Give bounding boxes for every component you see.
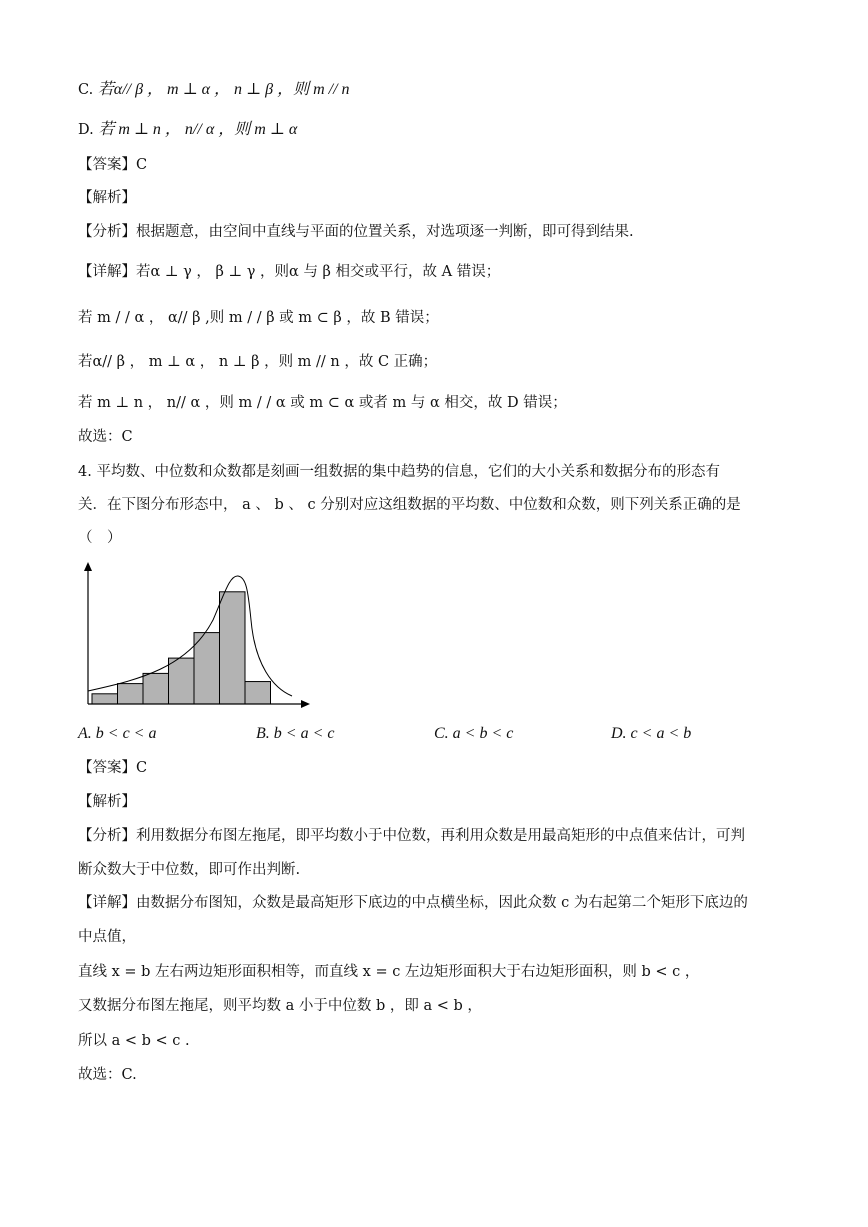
question-4-line-1: 4. 平均数、中位数和众数都是刻画一组数据的集中趋势的信息，它们的大小关系和数据分布的形态有	[78, 464, 720, 480]
option-d[interactable]: D. c < a < b	[611, 725, 692, 742]
analysis-summary-q4-1: 【分析】利用数据分布图左拖尾，即平均数小于中位数，再利用众数是用最高矩形的中点值来估计，可判	[78, 828, 745, 844]
detail-q4-line-4: 又数据分布图左拖尾，则平均数 a 小于中位数 b ，即 a < b ，	[78, 998, 482, 1014]
detail-q4-line-5: 所以 a < b < c .	[78, 1033, 190, 1049]
detail-q4-line-3: 直线 x = b 左右两边矩形面积相等，而直线 x = c 左边矩形面积大于右边矩形面积，则 b < c ，	[78, 964, 700, 980]
analysis-summary-q4-2: 断众数大于中位数，即可作出判断.	[78, 862, 301, 878]
histogram-bar	[245, 682, 271, 704]
option-c-line: C. 若α// β ， m ⊥ α ， n ⊥ β ，则 m // n	[78, 81, 350, 98]
choice-line-q3: 故选：C	[78, 429, 133, 445]
detail-line-4: 若 m ⊥ n ， n// α ，则 m / / α 或 m ⊂ α 或者 m 与 α 相交，故 D 错误；	[78, 395, 567, 411]
answer-line-q3: 【答案】C	[78, 157, 148, 173]
detail-line-2: 若 m / / α ， α// β ,则 m / / β 或 m ⊂ β ，故 B 错误；	[78, 310, 439, 326]
option-d-line: D. 若 m ⊥ n ， n// α ，则 m ⊥ α	[78, 121, 298, 138]
detail-q4-line-1: 【详解】由数据分布图知，众数是最高矩形下底边的中点横坐标，因此众数 c 为右起第二个矩形下底边的	[78, 895, 748, 911]
option-a[interactable]: A. b < c < a	[78, 725, 157, 742]
analysis-summary-q3: 【分析】根据题意，由空间中直线与平面的位置关系，对选项逐一判断，即可得到结果.	[78, 224, 634, 240]
question-4-paren: （ ）	[78, 530, 122, 546]
question-4-line-2: 关．在下图分布形态中， a 、 b 、 c 分别对应这组数据的平均数、中位数和众数，则下列关系正确的是	[78, 497, 741, 513]
option-b[interactable]: B. b < a < c	[256, 725, 335, 742]
histogram-bar	[169, 658, 195, 704]
histogram-bar	[143, 673, 169, 704]
detail-line-3: 若α// β ， m ⊥ α ， n ⊥ β ，则 m // n ，故 C 正确；	[78, 354, 438, 370]
x-axis-arrow	[301, 700, 310, 708]
analysis-heading-q4: 【解析】	[78, 794, 136, 810]
y-axis-arrow	[84, 562, 92, 571]
answer-line-q4: 【答案】C	[78, 760, 148, 776]
histogram-bar	[220, 592, 246, 704]
distribution-histogram	[78, 560, 318, 715]
detail-q4-line-2: 中点值，	[78, 929, 136, 945]
histogram-bar	[92, 694, 118, 704]
detail-line-1: 【详解】若α ⊥ γ ， β ⊥ γ ，则α 与 β 相交或平行，故 A 错误；	[78, 264, 501, 280]
choice-line-q4: 故选：C.	[78, 1067, 137, 1083]
option-c[interactable]: C. a < b < c	[434, 725, 514, 742]
histogram-bar	[118, 684, 144, 704]
analysis-heading-q3: 【解析】	[78, 190, 136, 206]
histogram-bar	[194, 633, 220, 704]
